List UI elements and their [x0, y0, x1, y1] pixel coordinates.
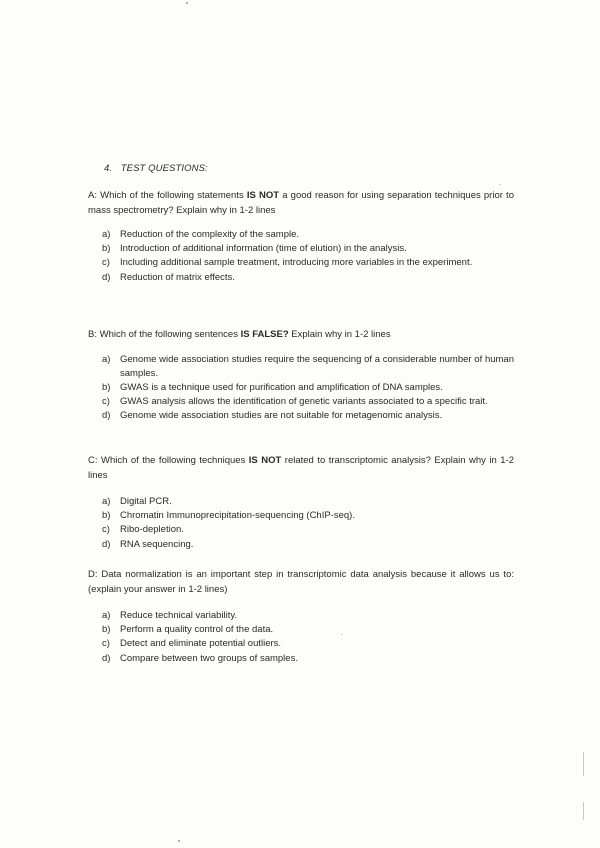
question-b	[88, 328, 514, 424]
stem-text: D: Data normalization is an important step in transcriptomic data analysis because it allows us to: (explain your answer in 1-2 lines)	[88, 569, 514, 595]
option-d	[102, 271, 514, 285]
stem-text: A: Which of the following statements	[88, 190, 247, 201]
answer-options	[102, 609, 514, 666]
option-letter: a)	[102, 229, 111, 240]
option-d	[102, 409, 514, 423]
answer-options	[102, 353, 514, 424]
option-letter: c)	[102, 396, 110, 408]
stem-text: related to transcriptomic analysis? Explain why in 1-2 lines	[88, 455, 514, 481]
option-letter: d)	[102, 271, 111, 283]
option-text: Chromatin Immunoprecipitation-sequencing (ChIP-seq).	[120, 510, 355, 522]
stem-emphasis: IS NOT	[248, 455, 282, 466]
option-d	[102, 538, 514, 552]
answer-options	[102, 495, 514, 552]
option-letter: d)	[102, 410, 111, 422]
question-stem	[88, 568, 514, 597]
option-a	[102, 609, 514, 623]
option-letter: c)	[102, 638, 110, 650]
option-text: Including additional sample treatment, introducing more variables in the experiment.	[120, 257, 473, 269]
scan-speck	[178, 840, 180, 842]
question-a	[88, 189, 514, 285]
option-text: Genome wide association studies require the sequencing of a considerable number of human samples.	[120, 353, 514, 379]
option-text: Reduction of matrix effects.	[120, 271, 235, 283]
option-text: Genome wide association studies are not suitable for metagenomic analysis.	[120, 410, 443, 422]
scan-speck	[341, 634, 342, 635]
option-text: Perform a quality control of the data.	[120, 624, 274, 636]
scan-edge-mark	[583, 802, 584, 820]
question-stem	[88, 328, 514, 343]
option-text: Introduction of additional information (time of elution) in the analysis.	[120, 243, 407, 255]
scan-speck	[186, 2, 188, 4]
stem-emphasis: IS FALSE?	[240, 329, 289, 340]
option-letter: b)	[102, 381, 111, 393]
stem-emphasis: IS NOT	[246, 190, 280, 201]
option-text: Digital PCR.	[120, 496, 172, 507]
section-title: TEST QUESTIONS:	[120, 163, 208, 174]
option-text: GWAS is a technique used for purification and amplification of DNA samples.	[120, 381, 443, 393]
option-letter: c)	[102, 524, 110, 536]
question-stem	[88, 454, 514, 483]
option-c	[102, 637, 514, 651]
option-text: GWAS analysis allows the identification of genetic variants associated to a specific trait.	[120, 396, 488, 408]
question-d	[88, 568, 514, 666]
option-a	[102, 353, 514, 381]
option-letter: d)	[102, 538, 111, 550]
option-c	[102, 395, 514, 409]
section-number: 4.	[104, 163, 113, 174]
option-b	[102, 242, 514, 256]
option-text: Reduction of the complexity of the sample.	[120, 229, 300, 240]
option-a	[102, 495, 514, 509]
option-text: Detect and eliminate potential outliers.	[120, 638, 282, 650]
option-d	[102, 652, 514, 666]
option-letter: a)	[102, 353, 111, 365]
stem-text: a good reason for using separation techniques prior to mass spectrometry? Explain why in 1-2 lines	[88, 190, 514, 216]
option-text: Ribo-depletion.	[120, 524, 184, 536]
section-heading	[104, 163, 208, 174]
option-letter: c)	[102, 257, 110, 269]
scan-speck	[499, 184, 500, 185]
option-text: Reduce technical variability.	[120, 610, 238, 621]
option-letter: a)	[102, 496, 111, 507]
stem-text: Explain why in 1-2 lines	[288, 329, 391, 340]
option-b	[102, 381, 514, 395]
option-letter: b)	[102, 510, 111, 522]
option-b	[102, 623, 514, 637]
option-letter: a)	[102, 610, 111, 621]
option-c	[102, 256, 514, 270]
option-b	[102, 509, 514, 523]
answer-options	[102, 228, 514, 285]
question-c	[88, 454, 514, 552]
option-letter: d)	[102, 652, 111, 664]
option-a	[102, 228, 514, 242]
option-letter: b)	[102, 624, 111, 636]
question-stem	[88, 189, 514, 218]
option-letter: b)	[102, 243, 111, 255]
option-c	[102, 523, 514, 537]
stem-text: C: Which of the following techniques	[88, 455, 249, 466]
option-text: Compare between two groups of samples.	[120, 652, 298, 664]
stem-text: B: Which of the following sentences	[88, 329, 241, 340]
scan-edge-mark	[583, 752, 584, 776]
option-text: RNA sequencing.	[120, 538, 194, 550]
